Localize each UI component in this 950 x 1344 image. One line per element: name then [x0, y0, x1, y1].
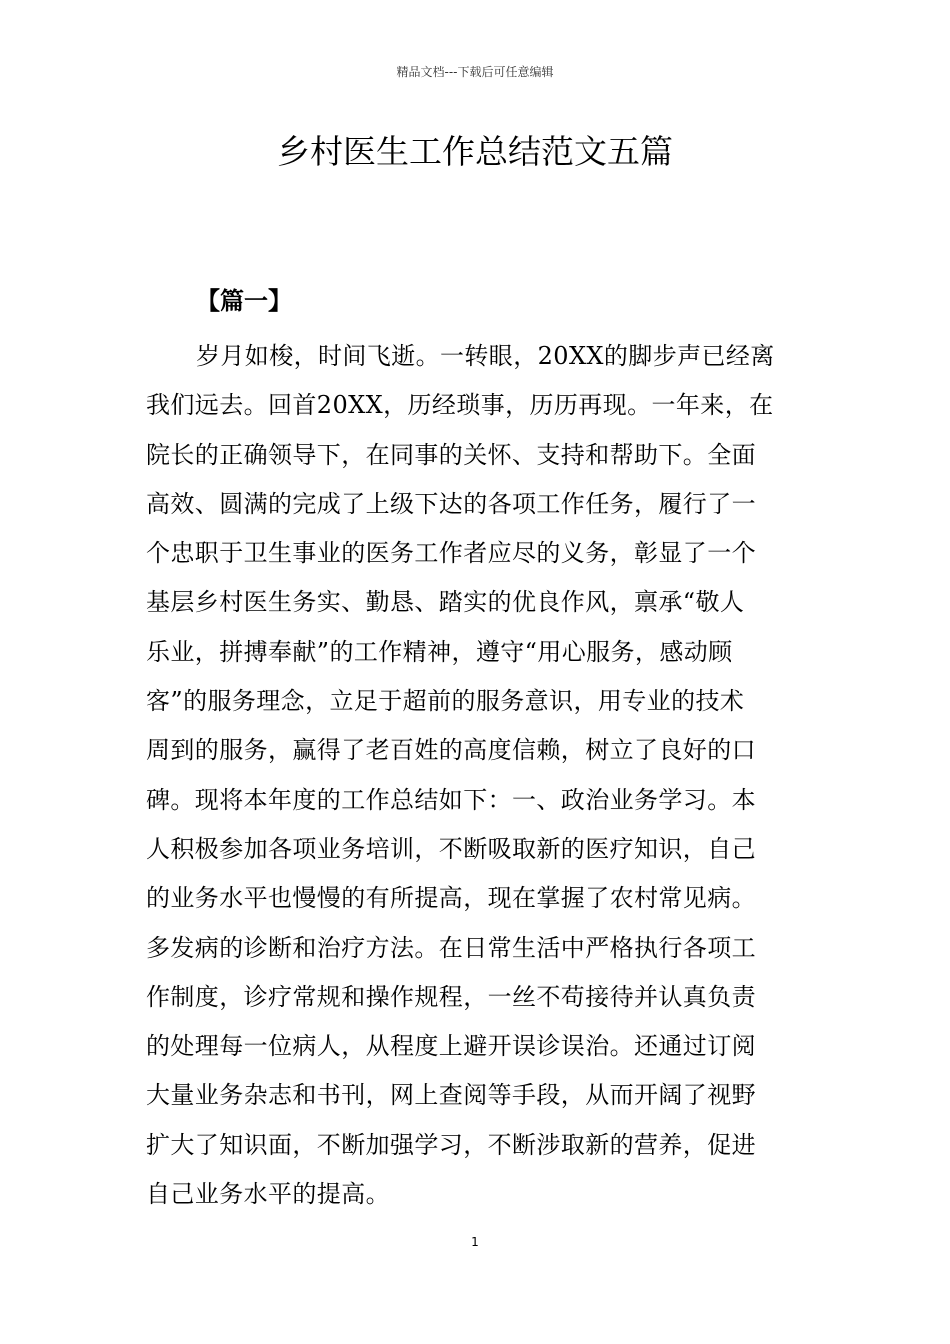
body-paragraph — [146, 332, 808, 1219]
paragraph-line: 高效、圆满的完成了上级下达的各项工作任务，履行了一 — [146, 489, 756, 518]
paragraph-line: 的业务水平也慢慢的有所提高，现在掌握了农村常见病。 — [146, 884, 756, 913]
paragraph-line: 客”的服务理念，立足于超前的服务意识，用专业的技术 — [146, 687, 745, 716]
header-note: 精品文档---下载后可任意编辑 — [396, 65, 554, 79]
paragraph-line: 的处理每一位病人，从程度上避开误诊误治。还通过订阅 — [146, 1032, 756, 1061]
section-heading: 【篇一】 — [196, 287, 292, 315]
paragraph-line: 我们远去。回首20XX，历经琐事，历历再现。一年来，在 — [146, 391, 774, 420]
paragraph-line: 基层乡村医生务实、勤恳、踏实的优良作风，禀承“敬人 — [146, 588, 745, 617]
paragraph-line: 人积极参加各项业务培训，不断吸取新的医疗知识，自己 — [146, 834, 756, 863]
paragraph-line: 大量业务杂志和书刊，网上查阅等手段，从而开阔了视野 — [146, 1081, 756, 1110]
paragraph-line: 个忠职于卫生事业的医务工作者应尽的义务，彰显了一个 — [146, 539, 756, 568]
document-title: 乡村医生工作总结范文五篇 — [277, 132, 673, 171]
paragraph-line: 乐业，拼搏奉献”的工作精神，遵守“用心服务，感动顾 — [146, 637, 733, 666]
paragraph-line: 自己业务水平的提高。 — [146, 1180, 390, 1209]
paragraph-line: 作制度，诊疗常规和操作规程，一丝不苟接待并认真负责 — [146, 982, 756, 1011]
paragraph-line: 多发病的诊断和治疗方法。在日常生活中严格执行各项工 — [146, 933, 756, 962]
paragraph-line: 周到的服务，赢得了老百姓的高度信赖，树立了良好的口 — [146, 736, 756, 765]
paragraph-line: 碑。现将本年度的工作总结如下：一、政治业务学习。本 — [146, 785, 756, 814]
paragraph-line: 院长的正确领导下，在同事的关怀、支持和帮助下。全面 — [146, 440, 756, 469]
paragraph-line: 岁月如梭，时间飞逝。一转眼，20XX的脚步声已经离 — [196, 342, 775, 370]
paragraph-line: 扩大了知识面，不断加强学习，不断涉取新的营养，促进 — [146, 1130, 756, 1159]
page-number: 1 — [471, 1235, 479, 1249]
